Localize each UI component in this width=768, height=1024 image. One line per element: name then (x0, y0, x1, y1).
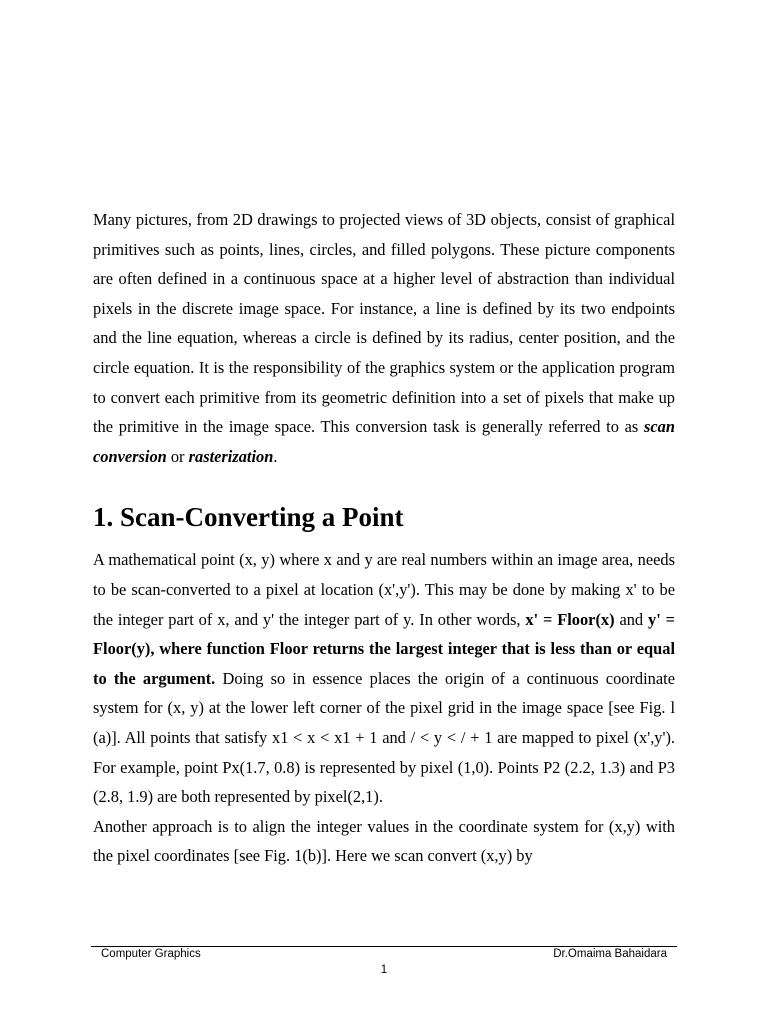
section-paragraph-1 (93, 545, 675, 811)
p1-bold-floor-x: x' = Floor(x) (525, 609, 615, 629)
intro-or: or (166, 446, 189, 466)
intro-paragraph (93, 205, 675, 471)
intro-text: Many pictures, from 2D drawings to projected views of 3D objects, consist of graphical primitives such as points, lines, circles, and filled polygons. These picture components are often defined in a continuous space at a higher level of abstraction than individual pixels in the discrete image space. For instance, a line is defined by its two endpoints and the line equation, whereas a circle is defined by its radius, center position, and the circle equation. It is the responsibility of the graphics system or the application program to convert each primitive from its geometric definition into a set of pixels that make up the primitive in the image space. This conversion task is generally referred to as (93, 210, 675, 437)
p1-text-c: Doing so in essence places the origin of a continuous coordinate system for (x, y) at the lower left corner of the pixel grid in the image space [see Fig. l (a)]. All points that satisfy x1 < x < x1 + 1 and / < y < / + 1 are mapped to pixel (x',y'). For example, point Px(1.7, 0.8) is represented by pixel (1,0). Points P2 (2.2, 1.3) and P3 (2.8, 1.9) are both represented by pixel(2,1). (93, 668, 675, 807)
term-rasterization: rasterization (188, 446, 274, 466)
p1-bold-floor-y: y' = Floor(y), where function Floor returns the largest integer that is less than or equal to the argument. (93, 609, 675, 688)
footer-author: Dr.Omaima Bahaidara (553, 948, 667, 960)
footer-course-title: Computer Graphics (101, 948, 201, 960)
term-scan-conversion: scan conversion (93, 417, 675, 466)
document-body (93, 205, 675, 871)
section-heading: 1. Scan-Converting a Point (93, 502, 404, 533)
footer-divider (91, 946, 677, 947)
section-paragraph-2: Another approach is to align the integer values in the coordinate system for (x,y) with the pixel coordinates [see Fig. 1(b)]. Here we scan convert (x,y) by (93, 816, 675, 866)
page-number: 1 (380, 964, 388, 976)
intro-end: . (273, 446, 278, 466)
p1-text-a: A mathematical point (x, y) where x and y are real numbers within an image area, needs to be scan-converted to a pixel at location (x',y'). This may be done by making x' to be the integer part of x, and y' the integer part of y. In other words, (93, 550, 675, 629)
p1-and: and (614, 609, 649, 629)
